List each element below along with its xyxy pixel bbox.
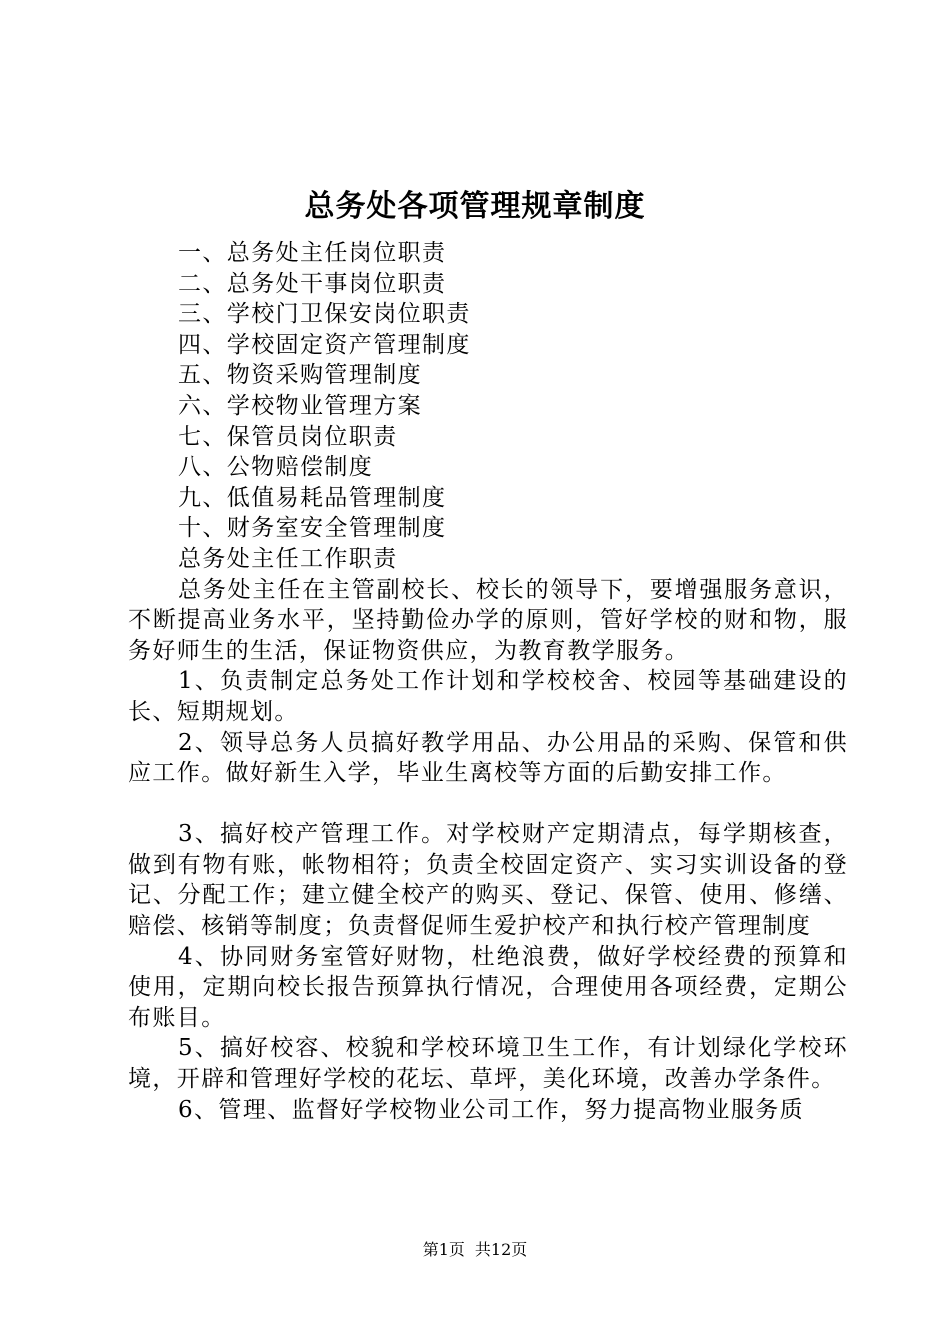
blank-line: [128, 789, 848, 820]
toc-item-9: 九、低值易耗品管理制度: [178, 484, 447, 511]
toc-item-4: 四、学校固定资产管理制度: [178, 331, 471, 358]
duty-item-4: 4、协同财务室管好财物，杜绝浪费，做好学校经费的预算和使用，定期向校长报告预算执行情况，合理使用各项经费，定期公布账目。: [128, 943, 848, 1031]
duty-item-3: 3、搞好校产管理工作。对学校财产定期清点，每学期核查，做到有物有账，帐物相符；负责全校固定资产、实习实训设备的登记、分配工作；建立健全校产的购买、登记、保管、使用、修缮、赔偿、核销等制度；负责督促师生爱护校产和执行校产管理制度: [128, 821, 848, 940]
page-total: 共12页: [474, 1240, 528, 1259]
duty-item-5: 5、搞好校容、校貌和学校环境卫生工作，有计划绿化学校环境，开辟和管理好学校的花坛、草坪，美化环境，改善办学条件。: [128, 1035, 848, 1093]
toc-item-5: 五、物资采购管理制度: [178, 362, 422, 389]
toc-item-1: 一、总务处主任岗位职责: [178, 240, 447, 266]
toc-item-8: 八、公物赔偿制度: [178, 454, 374, 481]
toc-item-3: 三、学校门卫保安岗位职责: [178, 301, 471, 328]
toc-item-7: 七、保管员岗位职责: [178, 423, 398, 450]
page-footer: [0, 1239, 950, 1261]
table-of-contents: [128, 238, 848, 544]
toc-item-6: 六、学校物业管理方案: [178, 392, 422, 419]
duty-item-6: 6、管理、监督好学校物业公司工作，努力提高物业服务质: [178, 1096, 805, 1123]
duty-item-2: 2、领导总务人员搞好教学用品、办公用品的采购、保管和供应工作。做好新生入学，毕业生离校等方面的后勤安排工作。: [128, 729, 848, 787]
section-heading: 总务处主任工作职责: [178, 545, 398, 572]
document-body: [128, 238, 848, 1125]
toc-item-2: 二、总务处干事岗位职责: [178, 270, 447, 297]
intro-paragraph: 总务处主任在主管副校长、校长的领导下，要增强服务意识，不断提高业务水平，坚持勤俭办学的原则，管好学校的财和物，服务好师生的生活，保证物资供应，为教育教学服务。: [128, 576, 848, 664]
document-title: 总务处各项管理规章制度: [304, 189, 646, 224]
page-number: 第1页: [422, 1240, 465, 1259]
duty-item-1: 1、负责制定总务处工作计划和学校校舍、校园等基础建设的长、短期规划。: [128, 668, 848, 725]
toc-item-10: 十、财务室安全管理制度: [178, 515, 447, 542]
